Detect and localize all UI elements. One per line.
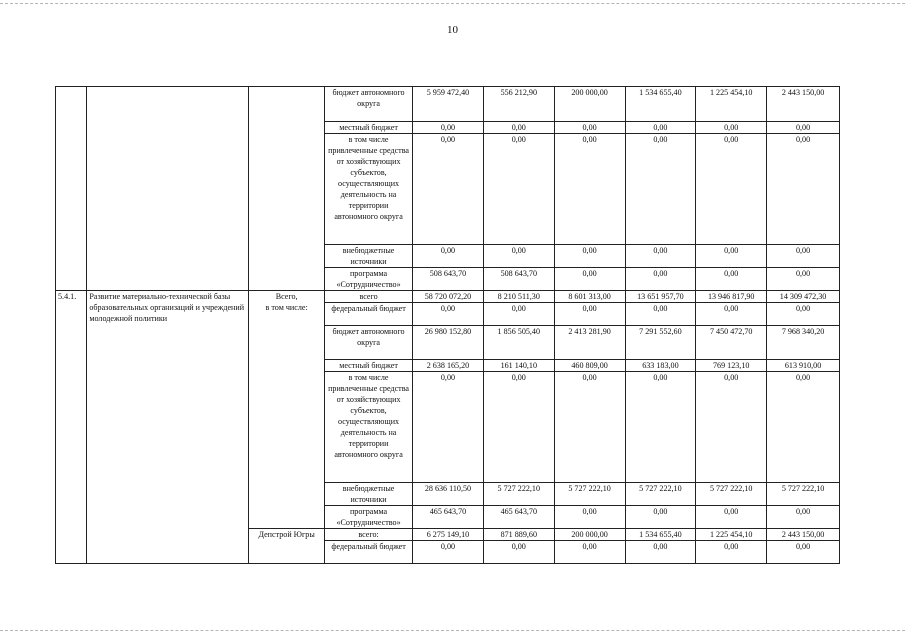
value-cell: 5 727 222,10 xyxy=(483,483,554,506)
value-cell: 5 959 472,40 xyxy=(413,87,484,122)
value-cell: 0,00 xyxy=(625,122,696,134)
value-cell: 460 809,00 xyxy=(554,360,625,372)
value-cell: 0,00 xyxy=(625,303,696,326)
scan-edge-top xyxy=(0,3,905,4)
value-cell: 2 413 281,90 xyxy=(554,326,625,360)
source-cell: внебюджетные источники xyxy=(325,483,413,506)
value-cell: 0,00 xyxy=(767,372,840,483)
value-cell: 5 727 222,10 xyxy=(625,483,696,506)
source-cell: бюджет автономного округа xyxy=(325,87,413,122)
value-cell: 0,00 xyxy=(413,372,484,483)
value-cell: 2 443 150,00 xyxy=(767,87,840,122)
value-cell: 5 727 222,10 xyxy=(696,483,767,506)
value-cell: 0,00 xyxy=(696,134,767,245)
source-cell: в том числе привлеченные средства от хозяйствующих субъектов, осуществляющих деятельность на территории автономного округа xyxy=(325,134,413,245)
source-cell: местный бюджет xyxy=(325,122,413,134)
value-cell: 633 183,00 xyxy=(625,360,696,372)
value-cell: 0,00 xyxy=(767,541,840,564)
value-cell: 0,00 xyxy=(554,122,625,134)
value-cell: 0,00 xyxy=(413,245,484,268)
value-cell: 7 450 472,70 xyxy=(696,326,767,360)
value-cell: 0,00 xyxy=(483,372,554,483)
value-cell: 0,00 xyxy=(625,506,696,529)
value-cell: 0,00 xyxy=(767,122,840,134)
value-cell: 871 889,60 xyxy=(483,529,554,541)
number-cell-empty xyxy=(56,87,87,291)
value-cell: 1 225 454,10 xyxy=(696,529,767,541)
value-cell: 0,00 xyxy=(483,303,554,326)
budget-table xyxy=(55,86,840,564)
value-cell: 0,00 xyxy=(696,122,767,134)
program-cell-empty xyxy=(87,87,249,291)
value-cell: 0,00 xyxy=(554,506,625,529)
value-cell: 13 651 957,70 xyxy=(625,291,696,303)
source-cell: программа «Сотрудничество» xyxy=(325,506,413,529)
item-number: 5.4.1. xyxy=(56,291,87,564)
scan-edge-bottom xyxy=(0,630,905,631)
value-cell: 0,00 xyxy=(767,245,840,268)
value-cell: 0,00 xyxy=(483,245,554,268)
source-cell: федеральный бюджет xyxy=(325,303,413,326)
value-cell: 465 643,70 xyxy=(413,506,484,529)
value-cell: 465 643,70 xyxy=(483,506,554,529)
item-title: Развитие материально-технической базы образовательных организаций и учреждений молодежной политики xyxy=(87,291,249,564)
value-cell: 8 210 511,30 xyxy=(483,291,554,303)
source-cell: внебюджетные источники xyxy=(325,245,413,268)
value-cell: 508 643,70 xyxy=(413,268,484,291)
total-label xyxy=(249,291,325,529)
value-cell: 1 534 655,40 xyxy=(625,87,696,122)
total-label-line1: Всего, xyxy=(275,292,298,301)
value-cell: 14 309 472,30 xyxy=(767,291,840,303)
value-cell: 200 000,00 xyxy=(554,529,625,541)
value-cell: 613 910,00 xyxy=(767,360,840,372)
value-cell: 7 968 340,20 xyxy=(767,326,840,360)
source-cell: в том числе привлеченные средства от хозяйствующих субъектов, осуществляющих деятельность на территории автономного округа xyxy=(325,372,413,483)
value-cell: 28 636 110,50 xyxy=(413,483,484,506)
value-cell: 0,00 xyxy=(554,245,625,268)
value-cell: 0,00 xyxy=(413,134,484,245)
table-row xyxy=(56,87,840,122)
value-cell: 6 275 149,10 xyxy=(413,529,484,541)
value-cell: 13 946 817,90 xyxy=(696,291,767,303)
source-cell: местный бюджет xyxy=(325,360,413,372)
source-cell: бюджет автономного округа xyxy=(325,326,413,360)
table-body xyxy=(56,87,840,564)
value-cell: 0,00 xyxy=(625,541,696,564)
value-cell: 0,00 xyxy=(767,506,840,529)
source-cell: всего: xyxy=(325,529,413,541)
value-cell: 0,00 xyxy=(554,268,625,291)
value-cell: 0,00 xyxy=(483,541,554,564)
value-cell: 0,00 xyxy=(625,245,696,268)
value-cell: 161 140,10 xyxy=(483,360,554,372)
page-number: 10 xyxy=(447,24,458,36)
value-cell: 8 601 313,00 xyxy=(554,291,625,303)
value-cell: 0,00 xyxy=(554,372,625,483)
value-cell: 0,00 xyxy=(413,303,484,326)
value-cell: 0,00 xyxy=(696,506,767,529)
value-cell: 1 225 454,10 xyxy=(696,87,767,122)
value-cell: 0,00 xyxy=(554,541,625,564)
value-cell: 200 000,00 xyxy=(554,87,625,122)
source-cell: федеральный бюджет xyxy=(325,541,413,564)
value-cell: 26 980 152,80 xyxy=(413,326,484,360)
value-cell: 5 727 222,10 xyxy=(554,483,625,506)
value-cell: 0,00 xyxy=(483,122,554,134)
value-cell: 5 727 222,10 xyxy=(767,483,840,506)
responsible-cell-empty xyxy=(249,87,325,291)
value-cell: 508 643,70 xyxy=(483,268,554,291)
value-cell: 0,00 xyxy=(696,303,767,326)
value-cell: 2 638 165,20 xyxy=(413,360,484,372)
table-row xyxy=(56,291,840,303)
value-cell: 556 212,90 xyxy=(483,87,554,122)
total-label-line2: в том числе: xyxy=(265,303,308,312)
value-cell: 0,00 xyxy=(696,268,767,291)
value-cell: 2 443 150,00 xyxy=(767,529,840,541)
value-cell: 0,00 xyxy=(554,303,625,326)
value-cell: 0,00 xyxy=(483,134,554,245)
value-cell: 0,00 xyxy=(767,134,840,245)
value-cell: 0,00 xyxy=(413,541,484,564)
value-cell: 0,00 xyxy=(767,303,840,326)
value-cell: 0,00 xyxy=(767,268,840,291)
value-cell: 7 291 552,60 xyxy=(625,326,696,360)
value-cell: 0,00 xyxy=(625,372,696,483)
value-cell: 58 720 072,20 xyxy=(413,291,484,303)
value-cell: 769 123,10 xyxy=(696,360,767,372)
source-cell: программа «Сотрудничество» xyxy=(325,268,413,291)
value-cell: 0,00 xyxy=(696,372,767,483)
value-cell: 0,00 xyxy=(625,134,696,245)
value-cell: 0,00 xyxy=(696,541,767,564)
value-cell: 1 534 655,40 xyxy=(625,529,696,541)
value-cell: 0,00 xyxy=(413,122,484,134)
value-cell: 0,00 xyxy=(696,245,767,268)
value-cell: 1 856 505,40 xyxy=(483,326,554,360)
value-cell: 0,00 xyxy=(554,134,625,245)
value-cell: 0,00 xyxy=(625,268,696,291)
source-cell: всего xyxy=(325,291,413,303)
executor-cell: Депстрой Югры xyxy=(249,529,325,564)
